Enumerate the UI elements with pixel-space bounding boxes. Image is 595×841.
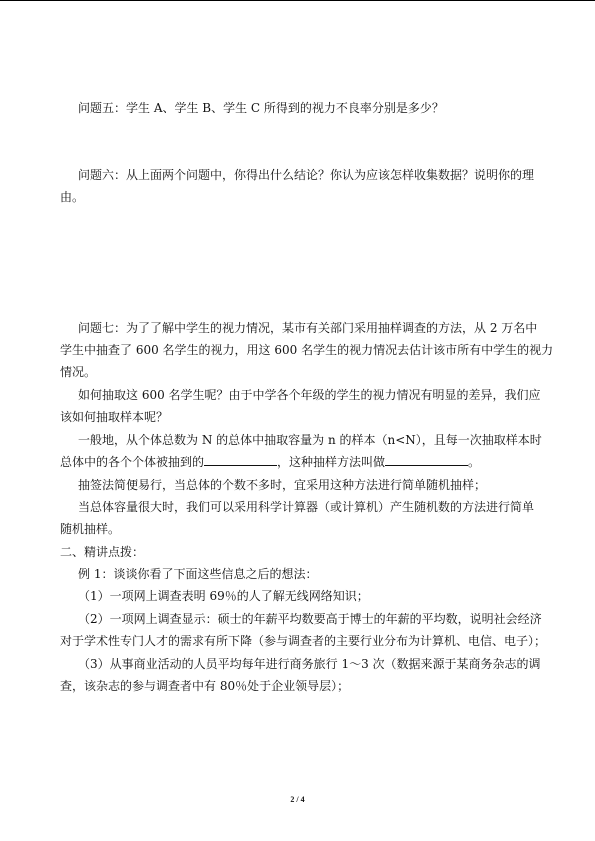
section-2-heading: 二、精讲点拨： [60, 545, 145, 559]
example-item-3-line-1: （3）从事商业活动的人员平均每年进行商务旅行 1～3 次（数据来源于某商务杂志的调 [78, 657, 541, 671]
definition-text-b: ，这种抽样方法叫做 [277, 455, 386, 469]
definition-text-c: 。 [468, 455, 481, 469]
large-population-line-2: 随机抽样。 [60, 522, 121, 536]
header-rule [0, 0, 595, 1]
page-number: 2 / 4 [290, 795, 305, 804]
question-6-line-2: 由。 [60, 190, 85, 204]
question-7-line-1: 问题七：为了了解中学生的视力情况，某市有关部门采用抽样调查的方法，从 2 万名中 [78, 321, 538, 335]
question-6-line-1: 问题六：从上面两个问题中，你得出什么结论？你认为应该怎样收集数据？说明你的理 [78, 168, 535, 182]
fill-blank-2[interactable] [385, 452, 468, 466]
example-item-3-line-2: 查，该杂志的参与调查者中有 80％处于企业领导层）； [60, 679, 350, 693]
lottery-method: 抽签法简便易行，当总体的个数不多时，宜采用这种方法进行简单随机抽样； [78, 478, 487, 492]
example-item-2-line-2: 对于学术性专门人才的需求有所下降（参与调查者的主要行业分布为计算机、电信、电子）； [60, 634, 547, 648]
definition-line-1: 一般地，从个体总数为 N 的总体中抽取容量为 n 的样本（n<N），且每一次抽取样本时 [78, 433, 542, 447]
question-5: 问题五：学生 A、学生 B、学生 C 所得到的视力不良率分别是多少？ [78, 101, 444, 115]
example-item-2-line-1: （2）一项网上调查显示：硕士的年薪平均数要高于博士的年薪的平均数，说明社会经济 [78, 612, 542, 626]
large-population-line-1: 当总体容量很大时，我们可以采用科学计算器（或计算机）产生随机数的方法进行简单 [78, 500, 535, 514]
fill-blank-1[interactable] [204, 452, 277, 466]
definition-line-2 [60, 451, 540, 473]
question-7-line-3: 情况。 [60, 365, 97, 379]
definition-text-a: 总体中的各个个体被抽到的 [60, 455, 205, 469]
question-7-line-2: 学生中抽查了 600 名学生的视力，用这 600 名学生的视力情况去估计该市所有中学生的视力 [60, 343, 554, 357]
how-to-sample-line-2: 该如何抽取样本呢？ [60, 410, 169, 424]
how-to-sample-line-1: 如何抽取这 600 名学生呢？由于中学各个年级的学生的视力情况有明显的差异，我们应 [78, 388, 541, 402]
example-1-heading: 例 1：谈谈你看了下面这些信息之后的想法： [78, 567, 318, 581]
example-item-1: （1）一项网上调查表明 69％的人了解无线网络知识； [78, 589, 369, 603]
